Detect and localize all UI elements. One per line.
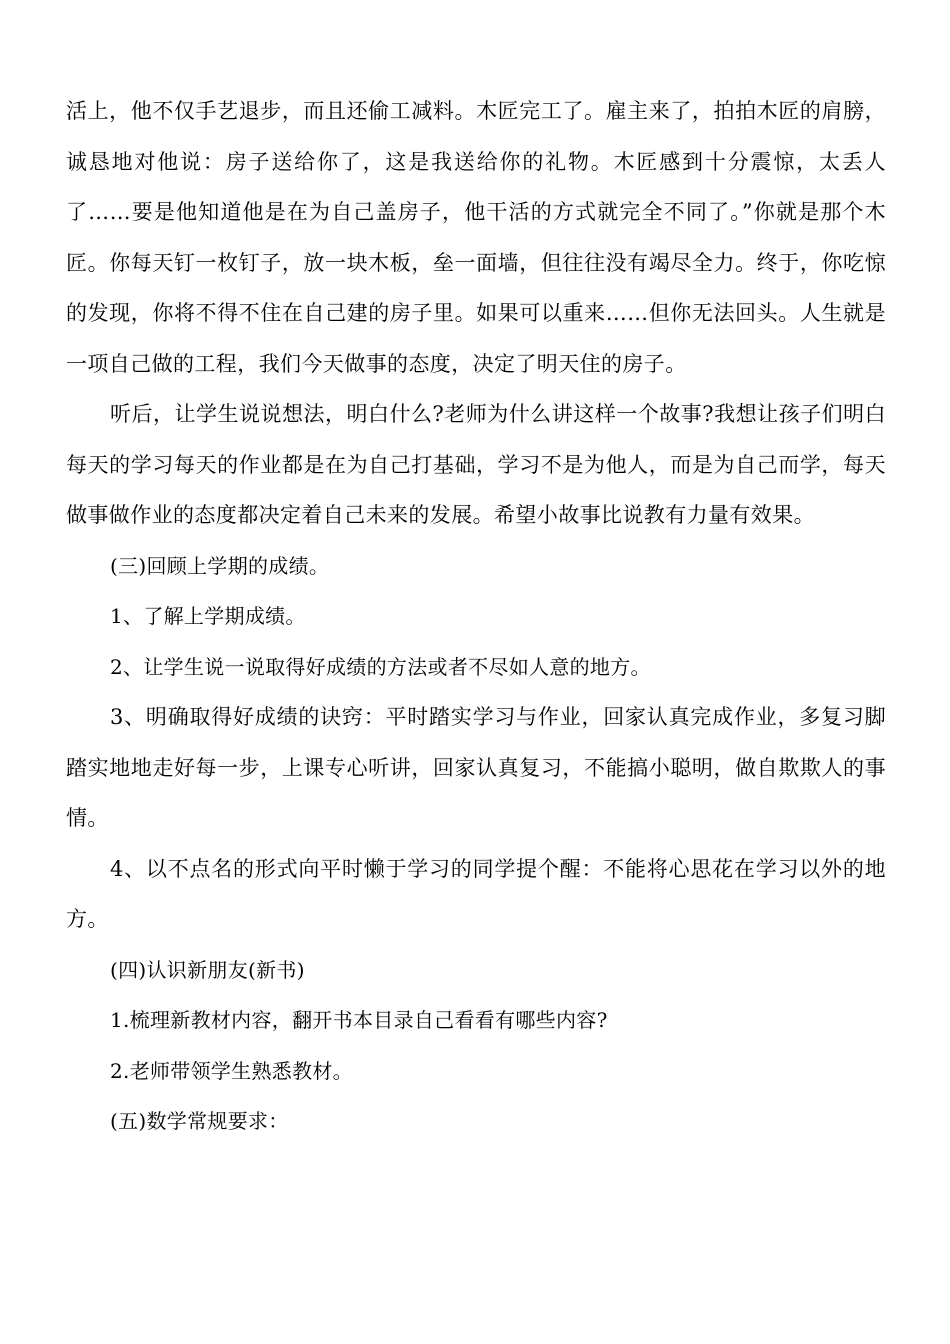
- section-three-item-4: 4、以不点名的形式向平时懒于学习的同学提个醒：不能将心思花在学习以外的地方。: [66, 856, 886, 931]
- reflection-paragraph: 听后，让学生说说想法，明白什么?老师为什么讲这样一个故事?我想让孩子们明白每天的学习每天的作业都是在为自己打基础，学习不是为他人，而是为自己而学，每天做事做作业的态度都决定着自己未来的发展。希望小故事比说教有力量有效果。: [66, 402, 886, 527]
- section-five-heading: (五)数学常规要求：: [110, 1109, 289, 1133]
- section-four-heading: (四)认识新朋友(新书): [110, 957, 305, 982]
- document-page: [66, 86, 886, 1147]
- story-ending-paragraph: 活上，他不仅手艺退步，而且还偷工减料。木匠完工了。雇主来了，拍拍木匠的肩膀，诚恳地对他说：房子送给你了，这是我送给你的礼物。木匠感到十分震惊，太丢人了……要是他知道他是在为自己盖房子，他干活的方式就完全不同了。”你就是那个木匠。你每天钉一枚钉子，放一块木板，垒一面墙，但往往没有竭尽全力。终于，你吃惊的发现，你将不得不住在自己建的房子里。如果可以重来……但你无法回头。人生就是一项自己做的工程，我们今天做事的态度，决定了明天住的房子。: [66, 99, 886, 376]
- section-four-item-1: 1.梳理新教材内容，翻开书本目录自己看看有哪些内容?: [110, 1008, 608, 1032]
- section-three-item-2: 2、让学生说一说取得好成绩的方法或者不尽如人意的地方。: [110, 654, 651, 679]
- section-three-heading: (三)回顾上学期的成绩。: [110, 553, 330, 578]
- section-three-item-3: 3、明确取得好成绩的诀窍：平时踏实学习与作业，回家认真完成作业，多复习脚踏实地地走好每一步，上课专心听讲，回家认真复习，不能搞小聪明，做自欺欺人的事情。: [66, 705, 886, 830]
- section-three-item-1: 1、了解上学期成绩。: [110, 604, 306, 628]
- section-four-item-2: 2.老师带领学生熟悉教材。: [110, 1058, 353, 1083]
